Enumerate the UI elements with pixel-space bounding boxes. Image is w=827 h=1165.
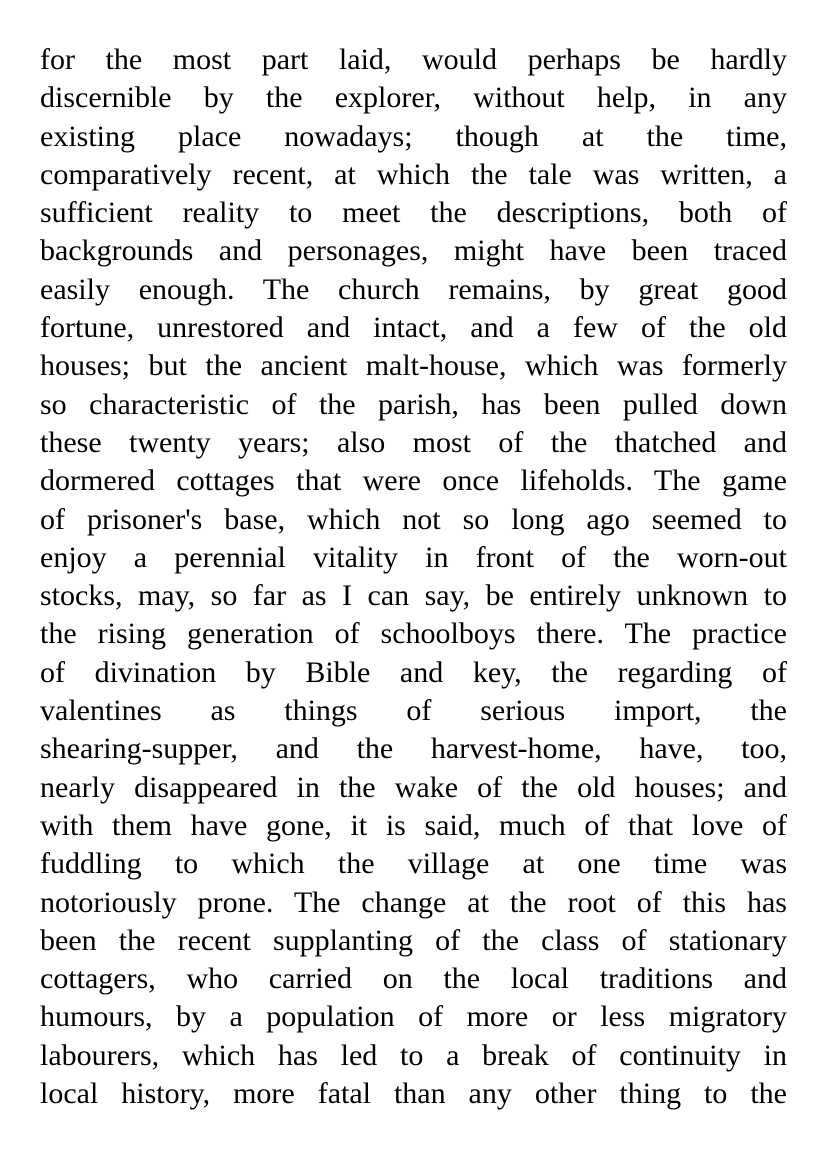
text-line: fuddling to which the village at one time was (40, 847, 787, 881)
document-page (40, 41, 787, 1113)
text-line: sufficient reality to meet the descriptions, both of (40, 196, 787, 230)
text-line: of divination by Bible and key, the regarding of (40, 655, 787, 689)
text-line: backgrounds and personages, might have been traced (40, 234, 787, 268)
text-line: for the most part laid, would perhaps be hardly (40, 43, 787, 76)
text-line: stocks, may, so far as I can say, be entirely unknown to (40, 579, 787, 613)
text-line: notoriously prone. The change at the root of this has (40, 885, 787, 919)
text-line: of prisoner's base, which not so long ago seemed to (40, 502, 787, 536)
text-line: enjoy a perennial vitality in front of the worn-out (40, 540, 787, 574)
text-line: nearly disappeared in the wake of the old houses; and (40, 770, 787, 804)
text-line: dormered cottages that were once lifeholds. The game (40, 464, 787, 498)
text-line: comparatively recent, at which the tale was written, a (40, 157, 787, 191)
text-line: easily enough. The church remains, by great good (40, 272, 787, 306)
body-paragraph (40, 41, 787, 1113)
text-line: shearing-supper, and the harvest-home, have, too, (40, 732, 787, 766)
text-line: been the recent supplanting of the class of stationary (40, 923, 787, 957)
text-line: the rising generation of schoolboys there. The practice (40, 617, 787, 651)
text-line: these twenty years; also most of the thatched and (40, 425, 787, 459)
text-line: local history, more fatal than any other thing to the (40, 1077, 787, 1111)
text-line: discernible by the explorer, without help, in any (40, 81, 787, 115)
text-line: cottagers, who carried on the local traditions and (40, 962, 787, 996)
text-line: humours, by a population of more or less migratory (40, 1000, 787, 1034)
text-line: valentines as things of serious import, the (40, 694, 787, 728)
text-line: houses; but the ancient malt-house, which was formerly (40, 349, 787, 383)
text-line: so characteristic of the parish, has been pulled down (40, 387, 787, 421)
text-line: existing place nowadays; though at the time, (40, 119, 787, 153)
text-line: fortune, unrestored and intact, and a few of the old (40, 311, 787, 345)
text-line: labourers, which has led to a break of continuity in (40, 1038, 787, 1072)
text-line: with them have gone, it is said, much of that love of (40, 808, 787, 842)
